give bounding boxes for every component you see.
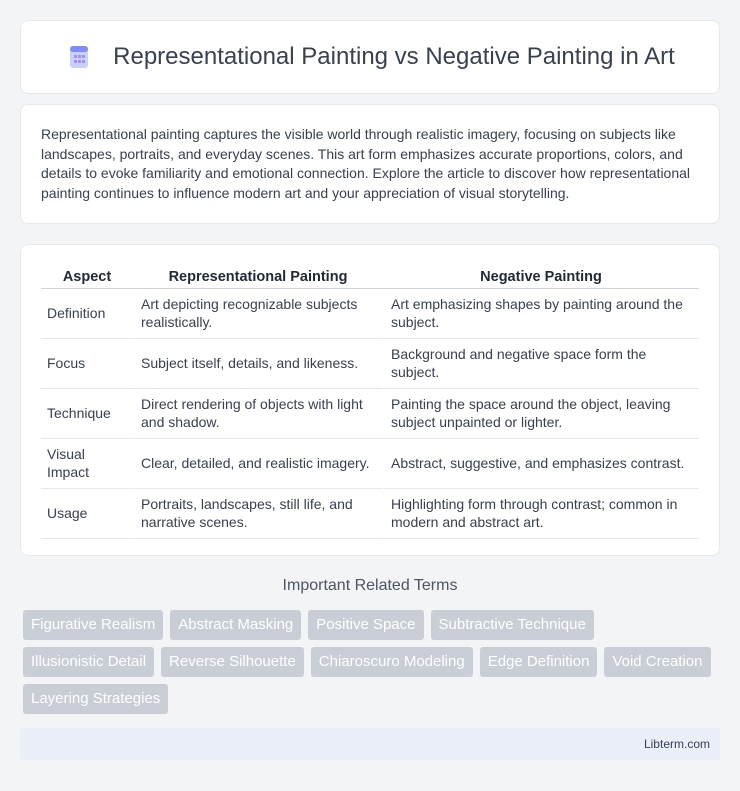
header-card: [20, 20, 720, 94]
cell-representational: Direct rendering of objects with light and shadow.: [133, 389, 383, 439]
cell-aspect: Usage: [41, 489, 133, 539]
related-term-tag[interactable]: Void Creation: [604, 647, 710, 677]
table-row: [41, 439, 699, 489]
header-representational: Representational Painting: [133, 265, 383, 289]
related-term-tag[interactable]: Abstract Masking: [170, 610, 301, 640]
cell-aspect: Technique: [41, 389, 133, 439]
footer-site-link[interactable]: Libterm.com: [643, 737, 710, 751]
related-terms-title: Important Related Terms: [282, 577, 458, 594]
related-term-tag[interactable]: Positive Space: [308, 610, 423, 640]
cell-representational: Subject itself, details, and likeness.: [133, 339, 383, 389]
comparison-table: [41, 265, 699, 539]
document-icon: [65, 43, 93, 71]
related-term-tag[interactable]: Figurative Realism: [23, 610, 163, 640]
header-negative: Negative Painting: [383, 265, 699, 289]
cell-aspect: Focus: [41, 339, 133, 389]
table-row: [41, 289, 699, 339]
cell-aspect: Visual Impact: [41, 439, 133, 489]
cell-negative: Painting the space around the object, leaving subject unpainted or lighter.: [383, 389, 699, 439]
cell-representational: Art depicting recognizable subjects realistically.: [133, 289, 383, 339]
related-term-tag[interactable]: Reverse Silhouette: [161, 647, 304, 677]
page-title: Representational Painting vs Negative Painting in Art: [113, 43, 675, 70]
table-row: [41, 389, 699, 439]
table-row: [41, 489, 699, 539]
cell-negative: Abstract, suggestive, and emphasizes contrast.: [383, 439, 699, 489]
header-aspect: Aspect: [41, 265, 133, 289]
cell-representational: Portraits, landscapes, still life, and narrative scenes.: [133, 489, 383, 539]
cell-aspect: Definition: [41, 289, 133, 339]
table-row: [41, 339, 699, 389]
cell-negative: Art emphasizing shapes by painting around the subject.: [383, 289, 699, 339]
related-term-tag[interactable]: Layering Strategies: [23, 684, 168, 714]
related-terms-list: [23, 610, 723, 714]
related-term-tag[interactable]: Chiaroscuro Modeling: [311, 647, 473, 677]
intro-card: [20, 104, 720, 224]
cell-negative: Highlighting form through contrast; common in modern and abstract art.: [383, 489, 699, 539]
related-term-tag[interactable]: Subtractive Technique: [431, 610, 594, 640]
intro-text: Representational painting captures the visible world through realistic imagery, focusing on subjects like landscapes, portraits, and everyday scenes. This art form emphasizes accurate proportions, colors, and details to evoke familiarity and emotional connection. Explore the article to discover how representational painting continues to influence modern art and your appreciation of visual storytelling.: [41, 126, 691, 201]
related-term-tag[interactable]: Illusionistic Detail: [23, 647, 154, 677]
cell-negative: Background and negative space form the subject.: [383, 339, 699, 389]
cell-representational: Clear, detailed, and realistic imagery.: [133, 439, 383, 489]
related-term-tag[interactable]: Edge Definition: [480, 647, 598, 677]
comparison-table-card: [20, 244, 720, 556]
footer: [20, 728, 720, 760]
